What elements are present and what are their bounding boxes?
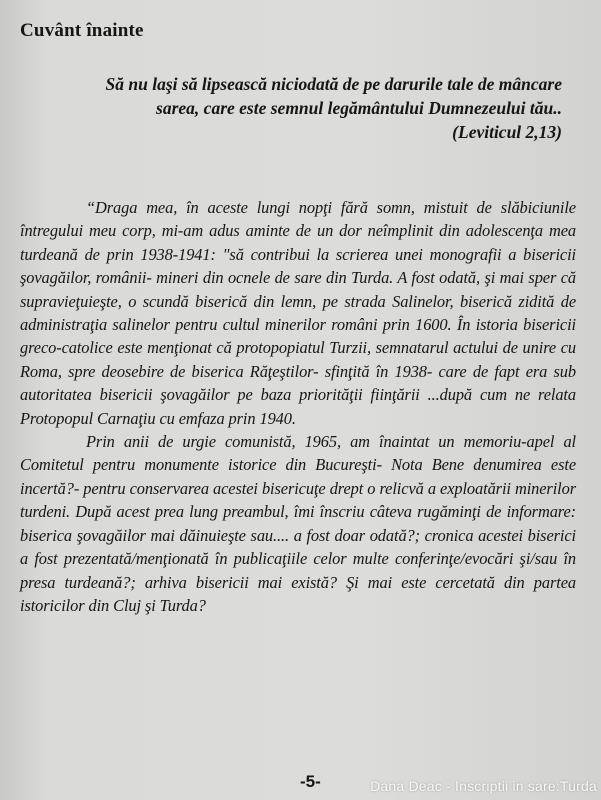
- watermark: Dana Deac - Inscriptii in sare:Turda: [370, 778, 597, 794]
- epigraph: [86, 72, 562, 144]
- body-text: [20, 196, 576, 617]
- page-number: -5-: [300, 772, 321, 791]
- epigraph-reference: (Leviticul 2,13): [452, 122, 562, 142]
- epigraph-text: Să nu laşi să lipsească niciodată de pe darurile tale de mâncare sarea, care este semnul legământului Dumnezeului tău..: [105, 74, 562, 118]
- page-title: Cuvânt înainte: [20, 20, 144, 41]
- paragraph: “Draga mea, în aceste lungi nopţi fără somn, mistuit de slăbiciunile întregului meu corp, mi-am adus aminte de un dor neîmplinit din adolescenţa mea turdeană de prin 1938-1941: "să contribui la scrierea unei monografii a bisericii şovagăilor, românii- mineri din ocnele de sare din Turda. A fost odată, şi mai sper că supravieţuieşte, o scundă biserică din lemn, pe strada Salinelor, biserică zidită de administraţia salinelor pentru cultul minerilor români prin 1600. În istoria bisericii greco-catolice este menţionat că protopopiatul Turzii, semnatarul actului de unire cu Roma, spre deosebire de biserica Răţeştilor- sfinţită în 1938- care de fapt era sub autoritatea bisericii şovagăilor pe baza priorităţii fiinţării ...după cum ne relata Protopopul Carnaţiu cu emfaza prin 1940.: [20, 198, 576, 428]
- paragraph: Prin anii de urgie comunistă, 1965, am înaintat un memoriu-apel al Comitetul pentru monumente istorice din Bucureşti- Nota Bene denumirea este incertă?- pentru conservarea acestei bisericuţe drept o relicvă a exploatării minerilor turdeni. După acest prea lung preambul, îmi înscriu câteva rugăminţi de informare: biserica şovagăilor mai dăinuieşte sau.... a fost doar odată?; cronica acestei biserici a fost prezentată/menţionată în publicaţiile celor multe conferinţe/evocări şi/sau în presa turdeană?; arhiva bisericii mai există? Şi mai este cercetată din partea istoricilor din Cluj şi Turda?: [20, 432, 576, 615]
